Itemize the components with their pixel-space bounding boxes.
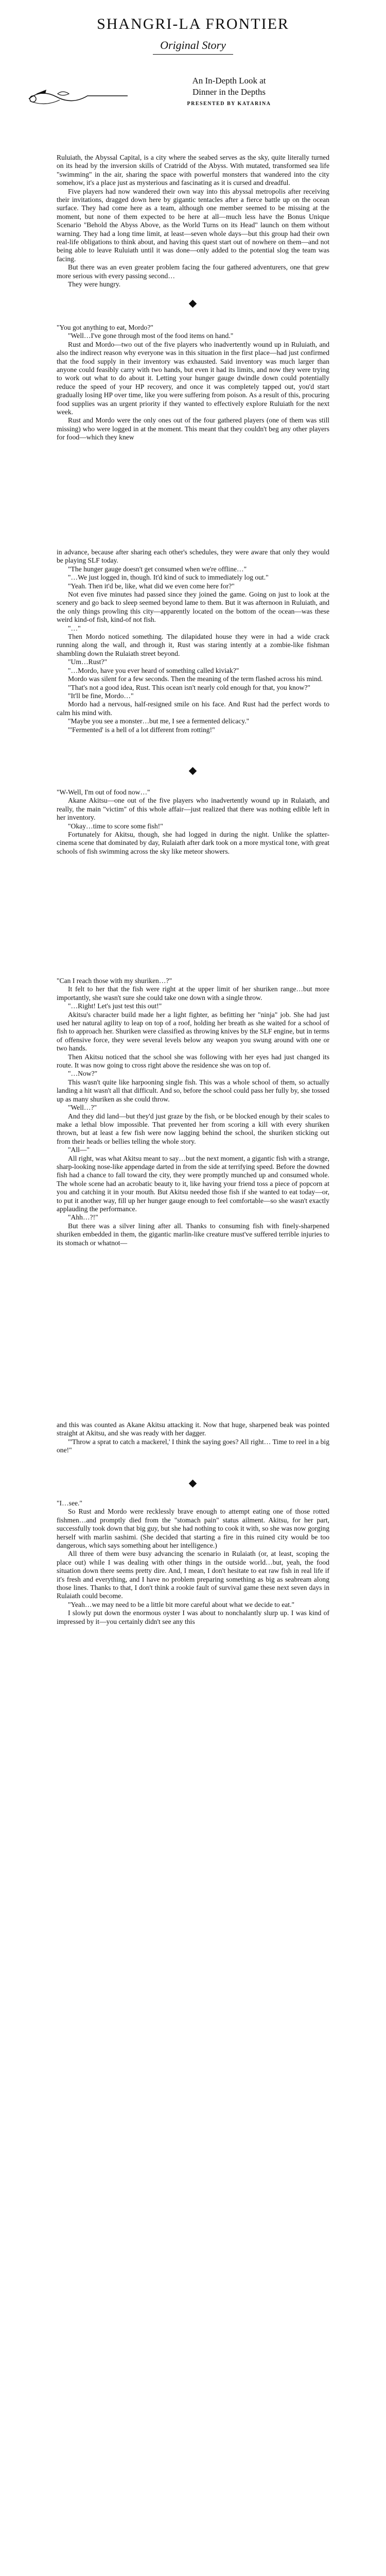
story-section-1	[57, 154, 329, 289]
paragraph: Rust and Mordo—two out of the five players who inadvertently wound up in Ruluiath, and also the indirect reason why everyone was in this situation in the first place—had just confirmed that the food supply in their inventory was exhausted. Said inventory was much larger than anyone could feasibly carry with two hands, but even it had its limits, and now they were trying to work out what to do about it. Letting your hunger gauge dwindle down could potentially reduce the speed of your HP recovery, and once it was completely tapped out, you'd start gradually losing HP over time, like you were suffering from poison. As a result of this, procuring food supplies was an urgent priority if they wanted to effectively explore Ruluiath for the next week.	[57, 340, 329, 416]
paragraph: "…Right! Let's just test this out!"	[68, 1002, 162, 1010]
paragraph: Not even five minutes had passed since they joined the game. Going on just to look at the scenery and go back to sleep seemed beyond lame to them. But it was afternoon in Ruluiath, and the only things prowling this city—apparently located on the bottom of the ocean—was these weird kind-of fish, kind-of not fish.	[57, 590, 329, 624]
paragraph: "Um…Rust?"	[68, 658, 108, 666]
header	[0, 0, 386, 55]
story-section-6	[57, 1421, 329, 1455]
paragraph: Five players had now wandered their own way into this abyssal metropolis after receiving their invitations, dragged down here by gigantic tentacles after a fierce battle up on the ocean surface. They had come here as a team, although one member seemed to be missing at the moment, but none of them expected to be here at all—much less have the Bonus Unique Scenario "Behold the Abyss Above, as the World Turns on its Head" launch on them without warning. They had a long time limit, at least—seven whole days—but this group had their own real-life obligations to think about, and having this quest start out of nowhere on them—and not being able to leave Ruluiath until it was done—only added to the potential slog the team was facing.	[57, 187, 329, 263]
paragraph: "…Mordo, have you ever heard of something called kiviak?"	[68, 666, 239, 674]
paragraph: It felt to her that the fish were right at the upper limit of her shuriken range…but more importantly, she wasn't sure she could take one down with a single throw.	[57, 985, 329, 1002]
article-heading	[0, 75, 386, 137]
paragraph: "Well…I've gone through most of the food items on hand."	[68, 332, 234, 340]
paragraph: "…"	[68, 624, 81, 632]
paragraph: "I…see."	[57, 1499, 82, 1507]
paragraph: I slowly put down the enormous oyster I was about to nonchalantly slurp up. I was kind of impressed by it—you certainly didn't see any this	[57, 1609, 329, 1625]
series-subtitle: Original Story	[153, 38, 233, 55]
series-title: SHANGRI-LA FRONTIER	[97, 15, 289, 32]
paragraph: This wasn't quite like harpooning single fish. This was a whole school of them, so actually landing a hit wasn't all that difficult. And so, before the school could pass her fully by, she tossed up as many shuriken as she could throw.	[57, 1078, 329, 1103]
paragraph: Akane Akitsu—one out of the five players who inadvertently wound up in Rulaiath, and really, the main "victim" of this whole affair—just realized that there was nothing edible left in her inventory.	[57, 796, 329, 822]
paragraph: So Rust and Mordo were recklessly brave enough to attempt eating one of those rotted fishmen…and promptly died from the "stomach pain" status ailment. Akitsu, for her part, successfully took down that big guy, but she had nothing to cook it with, so she was now gorging herself with marlin sashimi. (She decided that starting a fire in this ruined city would be too dangerous, which says something about her intelligence.)	[57, 1507, 329, 1550]
story-section-2	[57, 324, 329, 442]
paragraph: "Well…?"	[68, 1104, 97, 1112]
paragraph: But there was an even greater problem facing the four gathered adventurers, one that grew more serious with every passing second…	[57, 263, 329, 280]
paragraph: "Okay…time to score some fish!"	[68, 822, 163, 830]
paragraph: "Ahh…?!"	[68, 1213, 98, 1222]
article-byline: PRESENTED BY KATARINA	[187, 101, 271, 107]
paragraph: Then Mordo noticed something. The dilapidated house they were in had a wide crack running along the wall, and through it, Rust was staring intently at a zombie-like fishman shambling down the Rulaiath street beyond.	[57, 633, 329, 657]
paragraph: All right, was what Akitsu meant to say…but the next moment, a gigantic fish with a strange, sharp-looking nose-like appendage darted in from the side at terrifying speed. Before the downed fish had a chance to fall toward the city, they were promptly munched up and consumed whole. The whole scene had an acrobatic beauty to it, like having your friend toss a piece of popcorn at you and catching it in your mouth. But Akitsu needed those fish if she wanted to eat today—or, to put it another way, fill up her hunger gauge enough to feel comfortable—so she wasn't exactly applauding the performance.	[57, 1154, 329, 1213]
paragraph: Mordo was silent for a few seconds. Then the meaning of the term flashed across his mind.	[68, 675, 323, 683]
paragraph: "The hunger gauge doesn't get consumed when we're offline…"	[68, 565, 247, 573]
paragraph: All three of them were busy advancing the scenario in Rulaiath (or, at least, scoping the place out) while I was dealing with other things in the outside world…but, yeah, the food situation down there seems pretty dire. And, I mean, I don't hesitate to eat raw fish in real life if it's fresh and everything, and I have no problem preparing something as big as seabream along those lines. Thanks to that, I don't think a rookie fault of survival game these next seven days in Rulaiath could become.	[57, 1550, 329, 1600]
paragraph: in advance, because after sharing each other's schedules, they were aware that only they would be playing SLF today.	[57, 548, 329, 565]
section-divider-diamond-icon	[189, 300, 197, 308]
paragraph: "All—"	[68, 1146, 90, 1154]
paragraph: "…We just logged in, though. It'd kind of suck to immediately log out."	[68, 573, 269, 582]
paragraph: "Can I reach those with my shuriken…?"	[57, 977, 172, 985]
story-section-5	[57, 977, 329, 1247]
paragraph: "…Now?"	[68, 1070, 98, 1078]
paragraph: "'Throw a sprat to catch a mackerel,' I think the saying goes? All right… Time to reel in a big one!"	[57, 1437, 329, 1454]
paragraph: and this was counted as Akane Akitsu attacking it. Now that huge, sharpened beak was pointed straight at Akitsu, and she was ready with her dagger.	[57, 1421, 329, 1437]
paragraph: "Yeah. Then it'd be, like, what did we even come here for?"	[68, 582, 235, 590]
section-divider-diamond-icon	[189, 767, 197, 775]
paragraph: Akitsu's character build made her a light fighter, as befitting her "ninja" job. She had just used her natural agility to leap on top of a roof, holding her breath as she waited for a school of fish to approach her. Shuriken were classified as throwing knives by the SLF engine, but in terms of offensive force, they were several levels below any weapon you swung around with one or two hands.	[57, 1010, 329, 1053]
paragraph: "'Fermented' is a hell of a lot different from rotting!"	[68, 725, 215, 734]
paragraph: And they did land—but they'd just graze by the fish, or be blocked enough by their scales to make a lethal blow impossible. That prevented her from scoring a kill with every shuriken thrown, but at least a few fish were now lagging behind the school, the shuriken sticking out from their heads or bellies telling the whole story.	[57, 1112, 329, 1145]
paragraph: "Maybe you see a monster…but me, I see a fermented delicacy."	[68, 717, 250, 725]
section-divider-diamond-icon	[189, 1480, 197, 1488]
paragraph: Mordo had a nervous, half-resigned smile on his face. And Rust had the perfect words to calm his mind with.	[57, 700, 329, 717]
paragraph: "That's not a good idea, Rust. This ocean isn't nearly cold enough for that, you know?"	[68, 683, 311, 691]
article-title: An In-Depth Look at Dinner in the Depths	[192, 76, 266, 97]
paragraph: Rust and Mordo were the only ones out of the four gathered players (one of them was still missing) who were logged in at the moment. This meant that they couldn't beg any other players for food—which they knew	[57, 416, 329, 442]
paragraph: But there was a silver lining after all. Thanks to consuming fish with finely-sharpened shuriken embedded in them, the gigantic marlin-like creature must've suffered terrible injuries to its stomach or whatnot—	[57, 1222, 329, 1247]
paragraph: "You got anything to eat, Mordo?"	[57, 324, 153, 331]
story-section-3	[57, 548, 329, 734]
paragraph: Ruluiath, the Abyssal Capital, is a city where the seabed serves as the sky, quite literally turned on its head by the inversion skills of Cratridd of the Abyss. With mutated, transformed sea life "swimming" in the air, sharing the space with powerful monsters that wandered into the city somehow, it's a place just as mysterious and fascinating as it is cursed and dreadful.	[57, 154, 329, 187]
paragraph: Then Akitsu noticed that the school she was following with her eyes had just changed its route. It was now going to cross right above the residence she was on top of.	[57, 1053, 329, 1070]
paragraph: They were hungry.	[68, 280, 121, 289]
paragraph: Fortunately for Akitsu, though, she had logged in during the night. Unlike the splatter-cinema scene that dominated by day, Rulaiath after dark took on a more mystical tone, with great schools of fish swimming across the sky like meteor showers.	[57, 831, 329, 855]
paragraph: "It'll be fine, Mordo…"	[68, 691, 134, 700]
paragraph: "W-Well, I'm out of food now…"	[57, 788, 150, 796]
story-section-4	[57, 788, 329, 856]
decorative-flourish-icon	[26, 78, 129, 109]
paragraph: "Yeah…we may need to be a little bit more careful about what we decide to eat."	[68, 1600, 295, 1608]
story-section-7	[57, 1499, 329, 1626]
